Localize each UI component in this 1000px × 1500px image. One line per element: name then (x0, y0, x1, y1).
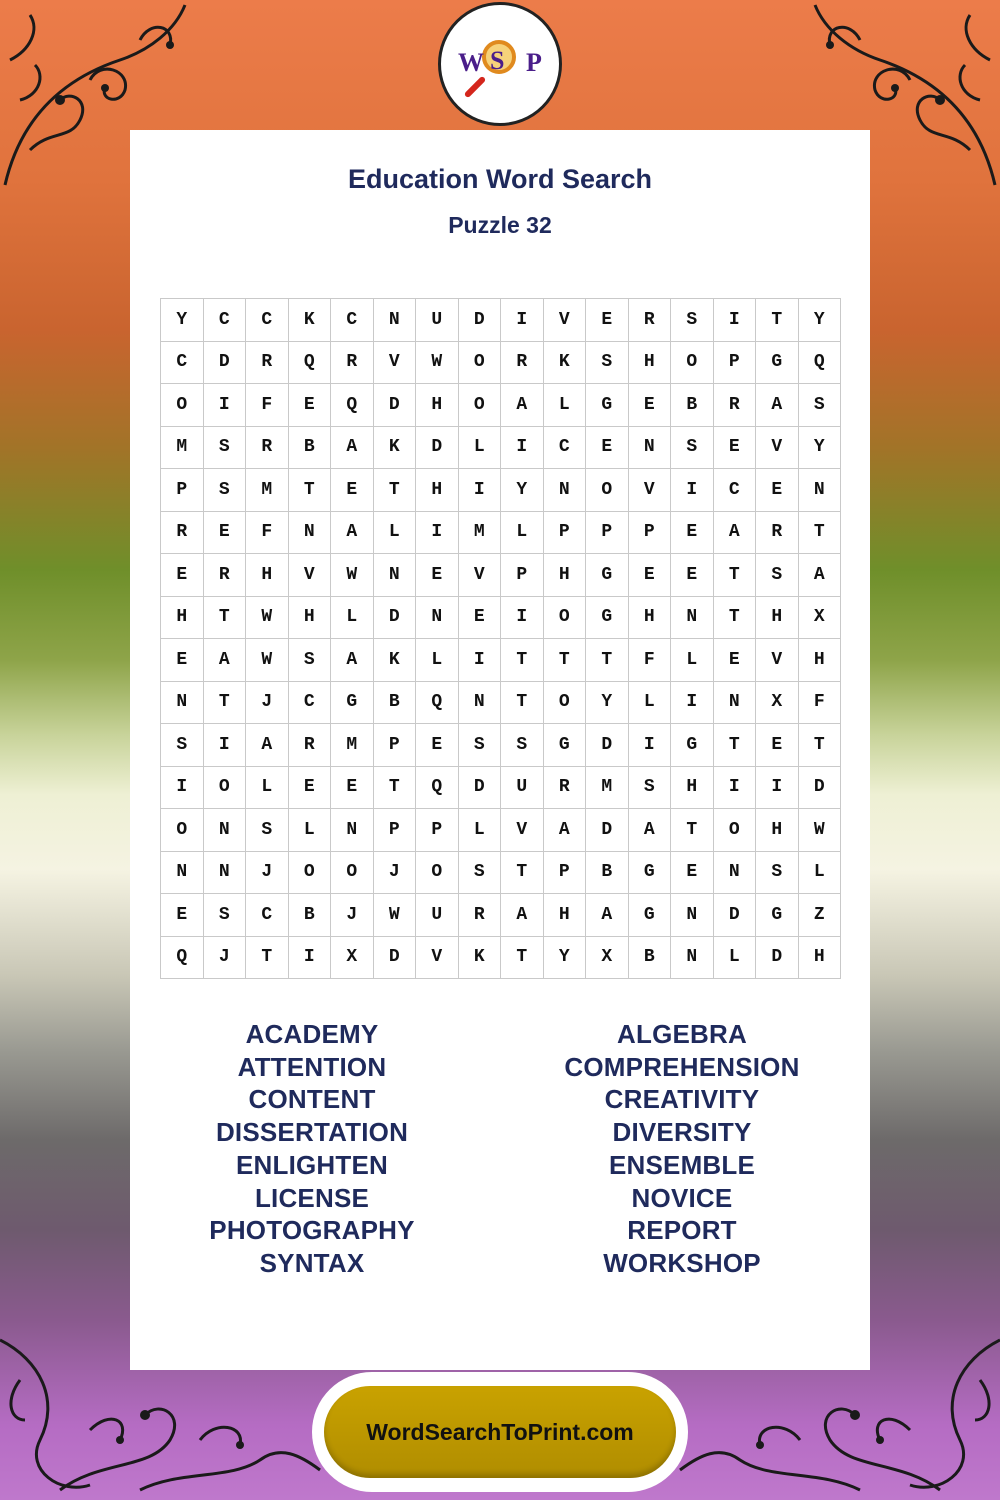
grid-cell[interactable]: K (374, 427, 417, 470)
grid-cell[interactable]: E (459, 597, 502, 640)
word-item: ENLIGHTEN (235, 1149, 389, 1180)
grid-cell[interactable]: V (374, 342, 417, 385)
grid-cell[interactable]: L (714, 937, 757, 980)
grid-cell[interactable]: D (586, 809, 629, 852)
grid-cell[interactable]: O (204, 767, 247, 810)
grid-cell[interactable]: I (204, 384, 247, 427)
grid-cell[interactable]: T (671, 809, 714, 852)
grid-cell[interactable]: W (799, 809, 842, 852)
word-item: REPORT (627, 1215, 737, 1246)
grid-cell[interactable]: G (586, 384, 629, 427)
grid-cell[interactable]: D (714, 894, 757, 937)
puzzle-number: Puzzle 32 (448, 212, 552, 238)
grid-cell[interactable]: N (671, 597, 714, 640)
word-item: COMPREHENSION (564, 1051, 800, 1082)
grid-cell[interactable]: I (671, 682, 714, 725)
grid-cell[interactable]: E (714, 427, 757, 470)
grid-cell[interactable]: O (459, 384, 502, 427)
logo-letters (450, 34, 550, 94)
grid-cell[interactable]: M (331, 724, 374, 767)
grid-cell[interactable]: Z (799, 894, 842, 937)
word-item: ACADEMY (245, 1019, 379, 1049)
grid-cell[interactable]: L (374, 512, 417, 555)
grid-cell[interactable]: H (799, 639, 842, 682)
grid-cell[interactable]: J (204, 937, 247, 980)
grid-cell[interactable]: A (501, 384, 544, 427)
grid-cell[interactable]: O (161, 384, 204, 427)
grid-cell[interactable]: I (671, 469, 714, 512)
grid-cell[interactable]: O (331, 852, 374, 895)
grid-cell[interactable]: R (629, 299, 672, 342)
grid-cell[interactable]: C (714, 469, 757, 512)
grid-cell[interactable]: R (289, 724, 332, 767)
grid-cell[interactable]: V (756, 639, 799, 682)
grid-cell[interactable]: K (544, 342, 587, 385)
grid-cell[interactable]: E (671, 554, 714, 597)
grid-cell[interactable]: H (544, 554, 587, 597)
grid-cell[interactable]: H (544, 894, 587, 937)
grid-cell[interactable]: P (586, 512, 629, 555)
grid-cell[interactable]: F (246, 512, 289, 555)
grid-cell[interactable]: Y (799, 299, 842, 342)
grid-cell[interactable]: D (374, 937, 417, 980)
grid-cell[interactable]: H (289, 597, 332, 640)
grid-cell[interactable]: O (289, 852, 332, 895)
grid-cell[interactable]: W (246, 597, 289, 640)
page-title: Education Word Search (347, 164, 653, 194)
grid-cell[interactable]: U (416, 894, 459, 937)
grid-cell[interactable]: I (204, 724, 247, 767)
word-item: CONTENT (248, 1084, 376, 1115)
grid-cell[interactable]: B (289, 427, 332, 470)
grid-cell[interactable]: H (416, 384, 459, 427)
grid-cell[interactable]: N (204, 852, 247, 895)
grid-cell[interactable]: F (246, 384, 289, 427)
grid-cell[interactable]: J (374, 852, 417, 895)
grid-cell[interactable]: C (161, 342, 204, 385)
grid-cell[interactable]: I (501, 597, 544, 640)
grid-cell[interactable]: E (586, 299, 629, 342)
grid-cell[interactable]: D (586, 724, 629, 767)
grid-cell[interactable]: F (629, 639, 672, 682)
grid-cell[interactable]: B (289, 894, 332, 937)
grid-cell[interactable]: S (459, 852, 502, 895)
grid-cell[interactable]: T (289, 469, 332, 512)
grid-cell[interactable]: I (629, 724, 672, 767)
grid-cell[interactable]: S (756, 554, 799, 597)
grid-cell[interactable]: I (161, 767, 204, 810)
word-item: PHOTOGRAPHY (209, 1215, 415, 1246)
grid-cell[interactable]: O (416, 852, 459, 895)
grid-cell[interactable]: T (204, 597, 247, 640)
grid-cell[interactable]: V (416, 937, 459, 980)
grid-cell[interactable]: V (459, 554, 502, 597)
grid-cell[interactable]: E (714, 639, 757, 682)
grid-cell[interactable]: M (586, 767, 629, 810)
grid-cell[interactable]: Y (586, 682, 629, 725)
grid-cell[interactable]: Q (416, 767, 459, 810)
grid-cell[interactable]: R (204, 554, 247, 597)
grid-cell[interactable]: D (459, 767, 502, 810)
grid-cell[interactable]: J (246, 682, 289, 725)
grid-cell[interactable]: B (629, 937, 672, 980)
grid-cell[interactable]: G (586, 597, 629, 640)
grid-cell[interactable]: S (204, 427, 247, 470)
grid-cell[interactable]: C (246, 894, 289, 937)
grid-cell[interactable]: L (459, 809, 502, 852)
grid-cell[interactable]: T (756, 299, 799, 342)
grid-cell[interactable]: N (416, 597, 459, 640)
grid-cell[interactable]: N (714, 682, 757, 725)
grid-cell[interactable]: C (246, 299, 289, 342)
grid-cell[interactable]: P (416, 809, 459, 852)
grid-cell[interactable]: E (756, 724, 799, 767)
grid-cell[interactable]: X (331, 937, 374, 980)
grid-cell[interactable]: N (799, 469, 842, 512)
grid-cell[interactable]: O (586, 469, 629, 512)
grid-cell[interactable]: L (799, 852, 842, 895)
grid-cell[interactable]: A (501, 894, 544, 937)
grid-cell[interactable]: L (246, 767, 289, 810)
grid-cell[interactable]: I (459, 469, 502, 512)
grid-cell[interactable]: T (246, 937, 289, 980)
grid-cell[interactable]: L (671, 639, 714, 682)
grid-cell[interactable]: Q (416, 682, 459, 725)
grid-cell[interactable]: I (289, 937, 332, 980)
grid-cell[interactable]: M (161, 427, 204, 470)
grid-cell[interactable]: Y (161, 299, 204, 342)
grid-cell[interactable]: K (459, 937, 502, 980)
grid-cell[interactable]: T (204, 682, 247, 725)
grid-cell[interactable]: E (756, 469, 799, 512)
grid-cell[interactable]: I (501, 299, 544, 342)
grid-cell[interactable]: D (416, 427, 459, 470)
grid-cell[interactable]: L (544, 384, 587, 427)
grid-cell[interactable]: S (459, 724, 502, 767)
word-item: WORKSHOP (603, 1247, 761, 1278)
grid-cell[interactable]: D (204, 342, 247, 385)
grid-cell[interactable]: Y (501, 469, 544, 512)
grid-cell[interactable]: P (161, 469, 204, 512)
grid-cell[interactable]: P (501, 554, 544, 597)
grid-cell[interactable]: V (289, 554, 332, 597)
word-item: ALGEBRA (617, 1019, 747, 1049)
grid-cell[interactable]: A (331, 639, 374, 682)
grid-cell[interactable]: H (671, 767, 714, 810)
grid-cell[interactable]: M (459, 512, 502, 555)
grid-cell[interactable]: G (544, 724, 587, 767)
grid-cell[interactable]: G (671, 724, 714, 767)
grid-cell[interactable]: S (204, 894, 247, 937)
grid-cell[interactable]: S (586, 342, 629, 385)
grid-cell[interactable]: H (799, 937, 842, 980)
grid-cell[interactable]: P (374, 809, 417, 852)
grid-cell[interactable]: V (501, 809, 544, 852)
grid-cell[interactable]: E (586, 427, 629, 470)
grid-cell[interactable]: E (161, 554, 204, 597)
word-item: ATTENTION (237, 1051, 387, 1082)
grid-cell[interactable]: N (331, 809, 374, 852)
grid-cell[interactable]: T (714, 597, 757, 640)
grid-cell[interactable]: R (246, 342, 289, 385)
grid-cell[interactable]: D (756, 937, 799, 980)
grid-cell[interactable]: G (756, 342, 799, 385)
grid-cell[interactable]: S (629, 767, 672, 810)
grid-cell[interactable]: N (544, 469, 587, 512)
grid-cell[interactable]: A (756, 384, 799, 427)
grid-cell[interactable]: V (544, 299, 587, 342)
grid-cell[interactable]: I (714, 299, 757, 342)
grid-cell[interactable]: S (289, 639, 332, 682)
grid-cell[interactable]: T (714, 554, 757, 597)
grid-cell[interactable]: T (374, 767, 417, 810)
grid-cell[interactable]: E (161, 894, 204, 937)
grid-cell[interactable]: R (544, 767, 587, 810)
grid-cell[interactable]: D (374, 384, 417, 427)
grid-cell[interactable]: Q (331, 384, 374, 427)
grid-cell[interactable]: T (799, 724, 842, 767)
grid-cell[interactable]: T (586, 639, 629, 682)
grid-cell[interactable]: O (544, 597, 587, 640)
grid-cell[interactable]: S (161, 724, 204, 767)
grid-cell[interactable]: C (204, 299, 247, 342)
grid-cell[interactable]: Y (544, 937, 587, 980)
grid-cell[interactable]: V (756, 427, 799, 470)
grid-cell[interactable]: D (374, 597, 417, 640)
grid-cell[interactable]: X (586, 937, 629, 980)
grid-cell[interactable]: A (799, 554, 842, 597)
grid-cell[interactable]: N (459, 682, 502, 725)
grid-cell[interactable]: R (161, 512, 204, 555)
site-link[interactable]: WordSearchToPrint.com (366, 1418, 634, 1445)
grid-cell[interactable]: S (204, 469, 247, 512)
grid-cell[interactable]: E (629, 554, 672, 597)
grid-cell[interactable]: E (416, 554, 459, 597)
grid-cell[interactable]: A (246, 724, 289, 767)
word-item: LICENSE (254, 1182, 370, 1213)
word-item: SYNTAX (259, 1247, 365, 1278)
grid-cell[interactable]: H (629, 597, 672, 640)
grid-cell[interactable]: I (756, 767, 799, 810)
grid-cell[interactable]: N (374, 299, 417, 342)
grid-cell[interactable]: C (331, 299, 374, 342)
grid-cell[interactable]: S (501, 724, 544, 767)
grid-cell[interactable]: T (374, 469, 417, 512)
grid-cell[interactable]: R (756, 512, 799, 555)
grid-cell[interactable]: G (586, 554, 629, 597)
grid-cell[interactable]: B (374, 682, 417, 725)
grid-cell[interactable]: G (629, 894, 672, 937)
grid-cell[interactable]: A (204, 639, 247, 682)
grid-cell[interactable]: N (289, 512, 332, 555)
grid-cell[interactable]: A (629, 809, 672, 852)
grid-cell[interactable]: O (671, 342, 714, 385)
grid-cell[interactable]: M (246, 469, 289, 512)
grid-cell[interactable]: T (501, 852, 544, 895)
grid-cell[interactable]: B (671, 384, 714, 427)
grid-cell[interactable]: W (416, 342, 459, 385)
word-item: DIVERSITY (612, 1117, 752, 1148)
grid-cell[interactable]: E (629, 384, 672, 427)
grid-cell[interactable]: I (459, 639, 502, 682)
grid-cell[interactable]: X (756, 682, 799, 725)
grid-cell[interactable]: O (161, 809, 204, 852)
grid-cell[interactable]: J (331, 894, 374, 937)
grid-cell[interactable]: P (374, 724, 417, 767)
grid-cell[interactable]: H (756, 597, 799, 640)
grid-cell[interactable]: S (756, 852, 799, 895)
grid-cell[interactable]: N (714, 852, 757, 895)
grid-cell[interactable]: E (331, 469, 374, 512)
word-item: NOVICE (631, 1182, 733, 1213)
grid-cell[interactable]: G (756, 894, 799, 937)
grid-cell[interactable]: A (331, 512, 374, 555)
grid-cell[interactable]: F (799, 682, 842, 725)
grid-cell[interactable]: L (629, 682, 672, 725)
grid-cell[interactable]: L (501, 512, 544, 555)
grid-cell[interactable]: Y (799, 427, 842, 470)
grid-cell[interactable]: T (544, 639, 587, 682)
grid-cell[interactable]: N (374, 554, 417, 597)
grid-cell[interactable]: S (671, 427, 714, 470)
grid-cell[interactable]: R (246, 427, 289, 470)
grid-cell[interactable]: R (501, 342, 544, 385)
word-list-right (494, 1018, 870, 1280)
grid-cell[interactable]: N (671, 894, 714, 937)
grid-cell[interactable]: X (799, 597, 842, 640)
grid-cell[interactable]: T (501, 937, 544, 980)
grid-cell[interactable]: W (246, 639, 289, 682)
site-logo[interactable] (438, 2, 562, 126)
grid-cell[interactable]: R (459, 894, 502, 937)
grid-cell[interactable]: E (289, 384, 332, 427)
grid-cell[interactable]: A (714, 512, 757, 555)
grid-cell[interactable]: O (714, 809, 757, 852)
grid-cell[interactable]: I (416, 512, 459, 555)
grid-cell[interactable]: K (374, 639, 417, 682)
grid-cell[interactable]: G (629, 852, 672, 895)
grid-cell[interactable]: N (161, 852, 204, 895)
grid-cell[interactable]: L (416, 639, 459, 682)
grid-cell[interactable]: N (161, 682, 204, 725)
grid-cell[interactable]: Q (161, 937, 204, 980)
grid-cell[interactable]: O (544, 682, 587, 725)
grid-cell[interactable]: I (501, 427, 544, 470)
grid-cell[interactable]: N (629, 427, 672, 470)
grid-cell[interactable]: T (501, 639, 544, 682)
grid-cell[interactable]: H (246, 554, 289, 597)
grid-cell[interactable]: A (586, 894, 629, 937)
grid-cell[interactable]: L (331, 597, 374, 640)
grid-cell[interactable]: S (671, 299, 714, 342)
grid-cell[interactable]: W (331, 554, 374, 597)
word-list (130, 1018, 870, 1280)
grid-cell[interactable]: T (799, 512, 842, 555)
letter-grid (160, 298, 841, 979)
grid-cell[interactable]: C (289, 682, 332, 725)
grid-cell[interactable]: A (331, 427, 374, 470)
grid-cell[interactable]: C (544, 427, 587, 470)
grid-cell[interactable]: D (799, 767, 842, 810)
word-item: CREATIVITY (604, 1084, 760, 1115)
puzzle-sheet (130, 130, 870, 1370)
grid-cell[interactable]: R (714, 384, 757, 427)
grid-cell[interactable]: U (416, 299, 459, 342)
grid-cell[interactable]: J (246, 852, 289, 895)
grid-cell[interactable]: O (459, 342, 502, 385)
grid-cell[interactable]: E (289, 767, 332, 810)
grid-cell[interactable]: P (544, 512, 587, 555)
word-item: DISSERTATION (215, 1117, 409, 1148)
logo-letter-p: P (526, 48, 542, 77)
grid-cell[interactable]: E (416, 724, 459, 767)
logo-letter-s: S (490, 46, 505, 75)
word-list-left (130, 1018, 494, 1280)
grid-cell[interactable]: E (204, 512, 247, 555)
grid-cell[interactable]: S (246, 809, 289, 852)
grid-cell[interactable]: I (714, 767, 757, 810)
grid-cell[interactable]: L (289, 809, 332, 852)
grid-cell[interactable]: E (331, 767, 374, 810)
grid-cell[interactable]: E (161, 639, 204, 682)
grid-cell[interactable]: V (629, 469, 672, 512)
grid-cell[interactable]: G (331, 682, 374, 725)
grid-cell[interactable]: R (331, 342, 374, 385)
grid-cell[interactable]: Q (289, 342, 332, 385)
grid-cell[interactable]: Q (799, 342, 842, 385)
grid-cell[interactable]: T (714, 724, 757, 767)
grid-cell[interactable]: N (671, 937, 714, 980)
grid-cell[interactable]: T (501, 682, 544, 725)
logo-letter-w: W (458, 48, 484, 77)
word-item: ENSEMBLE (608, 1149, 756, 1180)
grid-cell[interactable]: H (629, 342, 672, 385)
grid-cell[interactable]: D (459, 299, 502, 342)
grid-cell[interactable]: P (544, 852, 587, 895)
footer-banner[interactable] (324, 1386, 676, 1478)
grid-cell[interactable]: B (586, 852, 629, 895)
grid-cell[interactable]: E (671, 512, 714, 555)
grid-cell[interactable]: H (161, 597, 204, 640)
grid-cell[interactable]: W (374, 894, 417, 937)
grid-cell[interactable]: H (756, 809, 799, 852)
grid-cell[interactable]: H (416, 469, 459, 512)
grid-cell[interactable]: S (799, 384, 842, 427)
grid-cell[interactable]: N (204, 809, 247, 852)
grid-cell[interactable]: L (459, 427, 502, 470)
grid-cell[interactable]: U (501, 767, 544, 810)
grid-cell[interactable]: A (544, 809, 587, 852)
grid-cell[interactable]: K (289, 299, 332, 342)
magnifier-handle (464, 76, 487, 99)
grid-cell[interactable]: E (671, 852, 714, 895)
grid-cell[interactable]: P (714, 342, 757, 385)
grid-cell[interactable]: P (629, 512, 672, 555)
